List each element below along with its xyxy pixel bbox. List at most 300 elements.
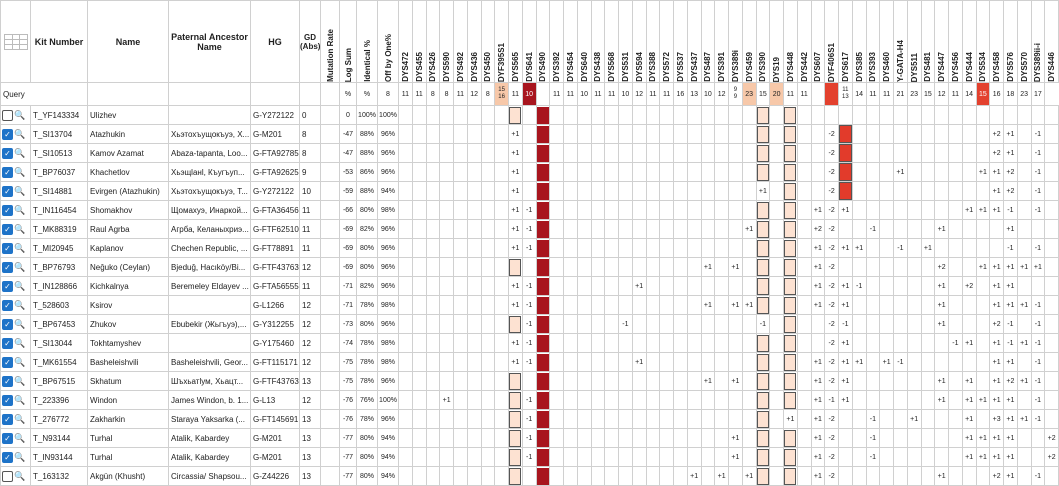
kit-number[interactable]: T_SI10513 [31,144,88,163]
select-checkbox[interactable]: ✓ [2,224,13,235]
marker-cell [412,239,426,258]
marker-cell [687,372,701,391]
query-identical: % [340,83,357,106]
identical-percent: 82% [357,220,378,239]
marker-header-dys391[interactable] [715,1,729,83]
marker-cell [646,125,660,144]
marker-header-label: DYS460 [882,52,892,82]
search-icon[interactable]: 🔍 [14,299,26,310]
marker-header-dys456[interactable] [949,1,963,83]
marker-cell [550,125,564,144]
query-value-dys389i: 12 [715,83,729,106]
search-icon[interactable]: 🔍 [14,128,26,139]
marker-header-dys19[interactable] [770,1,784,83]
marker-header-dys537[interactable] [674,1,688,83]
marker-cell [467,410,481,429]
marker-cell [509,315,523,334]
select-checkbox[interactable]: ✓ [2,148,13,159]
member-name: Akgün (Khusht) [88,467,169,486]
marker-header-label: DYS447 [937,52,947,82]
kit-number[interactable]: T_MK61554 [31,353,88,372]
marker-header-dys511[interactable] [907,1,921,83]
search-icon[interactable]: 🔍 [14,356,26,367]
marker-header-dys590[interactable] [440,1,454,83]
table-row[interactable] [1,258,1059,277]
member-name: Windon [88,391,169,410]
marker-cell [839,429,853,448]
marker-cell: -1 [522,315,536,334]
paternal-ancestor [169,334,251,353]
marker-cell: +1 [742,467,756,486]
select-checkbox[interactable]: ✓ [2,129,13,140]
paternal-ancestor: Хьэтохъущокъуэ, Т... [169,182,251,201]
marker-cell [440,239,454,258]
marker-cell [399,239,413,258]
marker-cell [481,220,495,239]
table-row[interactable] [1,239,1059,258]
select-checkbox[interactable]: ✓ [2,452,13,463]
marker-cell [674,220,688,239]
kit-number[interactable]: T_N93144 [31,429,88,448]
marker-cell [935,353,949,372]
kit-number[interactable]: T_276772 [31,410,88,429]
marker-cell [894,125,908,144]
marker-header-dys492[interactable] [454,1,468,83]
marker-cell [880,125,894,144]
marker-header-dys393[interactable] [866,1,880,83]
search-icon[interactable]: 🔍 [14,261,26,272]
select-checkbox[interactable]: ✓ [2,319,13,330]
marker-header-label: DYS492 [455,52,465,82]
marker-cell: +1 [811,239,825,258]
marker-cell [976,277,990,296]
marker-cell [742,391,756,410]
marker-header-dys442[interactable] [797,1,811,83]
marker-cell [536,372,550,391]
marker-cell [591,144,605,163]
marker-cell: -1 [1004,334,1018,353]
member-name: Tokhtamyshev [88,334,169,353]
marker-cell: +1 [935,315,949,334]
marker-cell [1045,125,1059,144]
marker-header-dys447[interactable] [935,1,949,83]
marker-cell [632,410,646,429]
marker-cell [536,125,550,144]
empty-cell [321,83,340,106]
marker-header-dyf406s1[interactable] [825,1,839,83]
off-by-one-percent: 96% [378,125,399,144]
select-checkbox[interactable]: ✓ [2,167,13,178]
kit-number[interactable]: T_BP76793 [31,258,88,277]
search-icon[interactable]: 🔍 [14,109,26,120]
table-row[interactable] [1,201,1059,220]
marker-header-dys454[interactable] [564,1,578,83]
search-icon[interactable]: 🔍 [14,223,26,234]
search-icon[interactable]: 🔍 [14,470,26,481]
table-row[interactable] [1,220,1059,239]
marker-cell: +1 [839,277,853,296]
marker-cell [481,410,495,429]
member-name: Atazhukin [88,125,169,144]
identical-percent: 88% [357,144,378,163]
marker-header-dys436[interactable] [467,1,481,83]
search-icon[interactable]: 🔍 [14,451,26,462]
marker-header-dys389ii-i[interactable] [1031,1,1045,83]
marker-cell [866,315,880,334]
marker-cell [715,258,729,277]
kit-number[interactable]: T_223396 [31,391,88,410]
select-checkbox[interactable]: ✓ [2,205,13,216]
genetic-distance: 13 [300,467,321,486]
select-checkbox[interactable]: ✓ [2,338,13,349]
marker-cell [577,315,591,334]
marker-cell [1017,182,1031,201]
log-sum: -77 [340,429,357,448]
marker-cell: +1 [935,220,949,239]
kit-number[interactable]: T_IN116454 [31,201,88,220]
marker-cell [454,467,468,486]
marker-cell: +1 [632,277,646,296]
marker-cell [412,182,426,201]
marker-header-dys487[interactable] [701,1,715,83]
marker-header-dys460[interactable] [880,1,894,83]
off-by-one-percent: 98% [378,201,399,220]
kit-number[interactable]: T_SI13044 [31,334,88,353]
marker-cell: -1 [1031,315,1045,334]
stat-header-3[interactable] [378,1,399,83]
marker-cell [962,353,976,372]
marker-cell [949,391,963,410]
marker-cell [1045,201,1059,220]
log-sum: -47 [340,125,357,144]
marker-cell [426,163,440,182]
search-icon[interactable]: 🔍 [14,413,26,424]
marker-cell: +1 [839,391,853,410]
marker-cell [976,334,990,353]
marker-header-dys570[interactable] [1017,1,1031,83]
marker-cell [591,296,605,315]
identical-percent: 88% [357,182,378,201]
marker-cell [894,182,908,201]
marker-cell [852,410,866,429]
kit-number[interactable]: T_IN93144 [31,448,88,467]
kit-number[interactable]: T_SI13704 [31,125,88,144]
kit-number[interactable]: T_BP76037 [31,163,88,182]
marker-cell [770,467,784,486]
marker-cell [742,353,756,372]
marker-cell [619,353,633,372]
marker-cell [701,334,715,353]
difference-marker-light [757,297,769,314]
marker-header-dys607[interactable] [811,1,825,83]
kit-number[interactable]: T_MK88319 [31,220,88,239]
marker-header-dys458[interactable] [990,1,1004,83]
table-row[interactable] [1,125,1059,144]
marker-header-label: DYS436 [469,52,479,82]
mutation-rate [321,410,340,429]
select-checkbox[interactable]: ✓ [2,433,13,444]
marker-header-dys446[interactable] [1045,1,1059,83]
marker-header-dys490[interactable] [536,1,550,83]
marker-cell [564,467,578,486]
marker-cell [976,144,990,163]
select-checkbox[interactable] [2,471,13,482]
search-icon[interactable]: 🔍 [14,375,26,386]
marker-cell [1017,429,1031,448]
marker-header-dys388[interactable] [646,1,660,83]
kit-number[interactable]: T_528603 [31,296,88,315]
marker-cell [784,448,798,467]
search-icon[interactable]: 🔍 [14,147,26,158]
select-checkbox[interactable]: ✓ [2,262,13,273]
select-checkbox[interactable]: ✓ [2,281,13,292]
select-checkbox[interactable]: ✓ [2,243,13,254]
marker-cell [1031,448,1045,467]
marker-header-dys385[interactable] [852,1,866,83]
marker-header-dys617[interactable] [839,1,853,83]
marker-header-dys481[interactable] [921,1,935,83]
marker-header-y-gata-h4[interactable] [894,1,908,83]
marker-cell [1045,391,1059,410]
marker-header-dys459[interactable] [742,1,756,83]
marker-header-dys426[interactable] [426,1,440,83]
marker-cell [784,372,798,391]
marker-cell [687,410,701,429]
gd-abs-header[interactable]: GD (Abs) [300,1,321,83]
mutation-rate [321,144,340,163]
marker-cell [894,391,908,410]
marker-header-dys450[interactable] [481,1,495,83]
search-icon[interactable]: 🔍 [14,166,26,177]
select-checkbox[interactable]: ✓ [2,186,13,197]
marker-cell [564,410,578,429]
kit-number[interactable]: T_BP67515 [31,372,88,391]
marker-header-dyf395s1[interactable] [495,1,509,83]
marker-cell [495,448,509,467]
marker-cell [564,201,578,220]
marker-cell [687,277,701,296]
marker-cell: +2 [1004,372,1018,391]
marker-cell [674,467,688,486]
query-value-dys492: 8 [440,83,454,106]
marker-cell: -1 [619,315,633,334]
name-header[interactable]: Name [88,1,169,83]
marker-cell: +1 [990,182,1004,201]
marker-cell [399,315,413,334]
marker-cell [839,163,853,182]
marker-cell [495,372,509,391]
marker-cell [742,372,756,391]
marker-cell [839,106,853,125]
marker-cell: +1 [962,410,976,429]
log-sum: -77 [340,467,357,486]
marker-header-dys531[interactable] [619,1,633,83]
marker-header-dys472[interactable] [399,1,413,83]
marker-header-dys640[interactable] [577,1,591,83]
marker-cell: -1 [1031,296,1045,315]
marker-header-dys594[interactable] [632,1,646,83]
table-row[interactable] [1,144,1059,163]
marker-header-dys455[interactable] [412,1,426,83]
search-icon[interactable]: 🔍 [14,432,26,443]
marker-cell: -1 [756,315,770,334]
stat-header-2[interactable] [357,1,378,83]
row-controls [1,429,31,448]
mutation-rate [321,201,340,220]
marker-cell [756,372,770,391]
marker-cell [399,163,413,182]
marker-header-dys565[interactable] [509,1,523,83]
marker-header-label: DYS576 [1005,52,1015,82]
marker-cell [880,410,894,429]
marker-cell [687,448,701,467]
marker-cell [440,334,454,353]
table-row[interactable] [1,467,1059,486]
log-sum: -75 [340,372,357,391]
marker-header-dys392[interactable] [550,1,564,83]
marker-cell [467,429,481,448]
marker-header-dys437[interactable] [687,1,701,83]
difference-marker-light [784,183,796,200]
marker-cell: -1 [949,334,963,353]
marker-cell: +1 [811,353,825,372]
marker-cell [536,410,550,429]
marker-cell [481,144,495,163]
kit-number[interactable]: T_YF143334 [31,106,88,125]
table-row[interactable] [1,106,1059,125]
select-checkbox[interactable]: ✓ [2,414,13,425]
query-value-dys490: 10 [522,83,536,106]
kit-number[interactable]: T_BP67453 [31,315,88,334]
marker-cell: +2 [990,144,1004,163]
marker-cell [907,125,921,144]
select-checkbox[interactable]: ✓ [2,300,13,311]
marker-cell [412,353,426,372]
marker-cell [894,334,908,353]
table-row[interactable] [1,315,1059,334]
search-icon[interactable]: 🔍 [14,394,26,405]
marker-cell [852,429,866,448]
kit-number[interactable]: T_SI14881 [31,182,88,201]
select-checkbox[interactable]: ✓ [2,376,13,387]
marker-cell [550,391,564,410]
marker-cell [729,220,743,239]
table-row[interactable] [1,410,1059,429]
marker-cell [467,277,481,296]
marker-cell [440,448,454,467]
marker-cell [797,220,811,239]
table-row[interactable] [1,429,1059,448]
kit-number[interactable]: T_163132 [31,467,88,486]
marker-cell: +1 [729,372,743,391]
marker-cell [1017,144,1031,163]
marker-cell [426,258,440,277]
kit-number[interactable]: T_IN128866 [31,277,88,296]
table-row[interactable] [1,391,1059,410]
search-icon[interactable]: 🔍 [14,318,26,329]
table-row[interactable] [1,353,1059,372]
table-row[interactable] [1,372,1059,391]
marker-header-dys389i[interactable] [729,1,743,83]
marker-cell: +1 [990,163,1004,182]
paternal-ancestor-header[interactable]: Paternal Ancestor Name [169,1,251,83]
select-checkbox[interactable]: ✓ [2,395,13,406]
marker-cell: +1 [990,372,1004,391]
marker-cell [784,334,798,353]
marker-cell: -2 [825,182,839,201]
marker-cell: +1 [729,429,743,448]
search-icon[interactable]: 🔍 [14,337,26,348]
kit-number-header[interactable]: Kit Number [31,1,88,83]
marker-cell: +1 [990,353,1004,372]
marker-cell [440,296,454,315]
marker-header-dys576[interactable] [1004,1,1018,83]
table-row[interactable] [1,296,1059,315]
marker-cell: +2 [1045,448,1059,467]
marker-cell [880,277,894,296]
marker-header-dys572[interactable] [660,1,674,83]
marker-cell [770,144,784,163]
select-checkbox[interactable] [2,110,13,121]
marker-header-dys534[interactable] [976,1,990,83]
difference-marker-dark [537,297,549,314]
difference-marker-dark [537,240,549,257]
member-name: Shomakhov [88,201,169,220]
marker-header-dys641[interactable] [522,1,536,83]
table-row[interactable] [1,182,1059,201]
query-value-dys565: 15 16 [495,83,509,106]
haplogroup-header[interactable]: HG [251,1,300,83]
marker-cell [619,201,633,220]
marker-cell [495,410,509,429]
difference-marker-dark [537,430,549,447]
marker-header-label: DYS481 [923,52,933,82]
marker-header-dys390[interactable] [756,1,770,83]
marker-header-dys438[interactable] [591,1,605,83]
marker-cell [729,410,743,429]
member-name: Zakharkin [88,410,169,429]
marker-cell [907,467,921,486]
marker-cell [632,125,646,144]
marker-cell [426,391,440,410]
off-by-one-percent: 98% [378,334,399,353]
stat-header-0[interactable] [321,1,340,83]
stat-header-1[interactable] [340,1,357,83]
select-checkbox[interactable]: ✓ [2,357,13,368]
marker-cell [674,277,688,296]
marker-cell: +1 [880,353,894,372]
marker-header-dys444[interactable] [962,1,976,83]
table-row[interactable] [1,277,1059,296]
marker-cell [742,182,756,201]
search-icon[interactable]: 🔍 [14,204,26,215]
search-icon[interactable]: 🔍 [14,242,26,253]
table-row[interactable] [1,163,1059,182]
kit-number[interactable]: T_MI20945 [31,239,88,258]
table-row[interactable] [1,448,1059,467]
search-icon[interactable]: 🔍 [14,280,26,291]
marker-cell [440,182,454,201]
marker-cell: -1 [1031,201,1045,220]
member-name: Skhatum [88,372,169,391]
marker-header-dys568[interactable] [605,1,619,83]
haplogroup: G-FTA92625 [251,163,300,182]
table-row[interactable] [1,334,1059,353]
search-icon[interactable]: 🔍 [14,185,26,196]
marker-cell [412,467,426,486]
row-controls [1,125,31,144]
marker-header-dys448[interactable] [784,1,798,83]
